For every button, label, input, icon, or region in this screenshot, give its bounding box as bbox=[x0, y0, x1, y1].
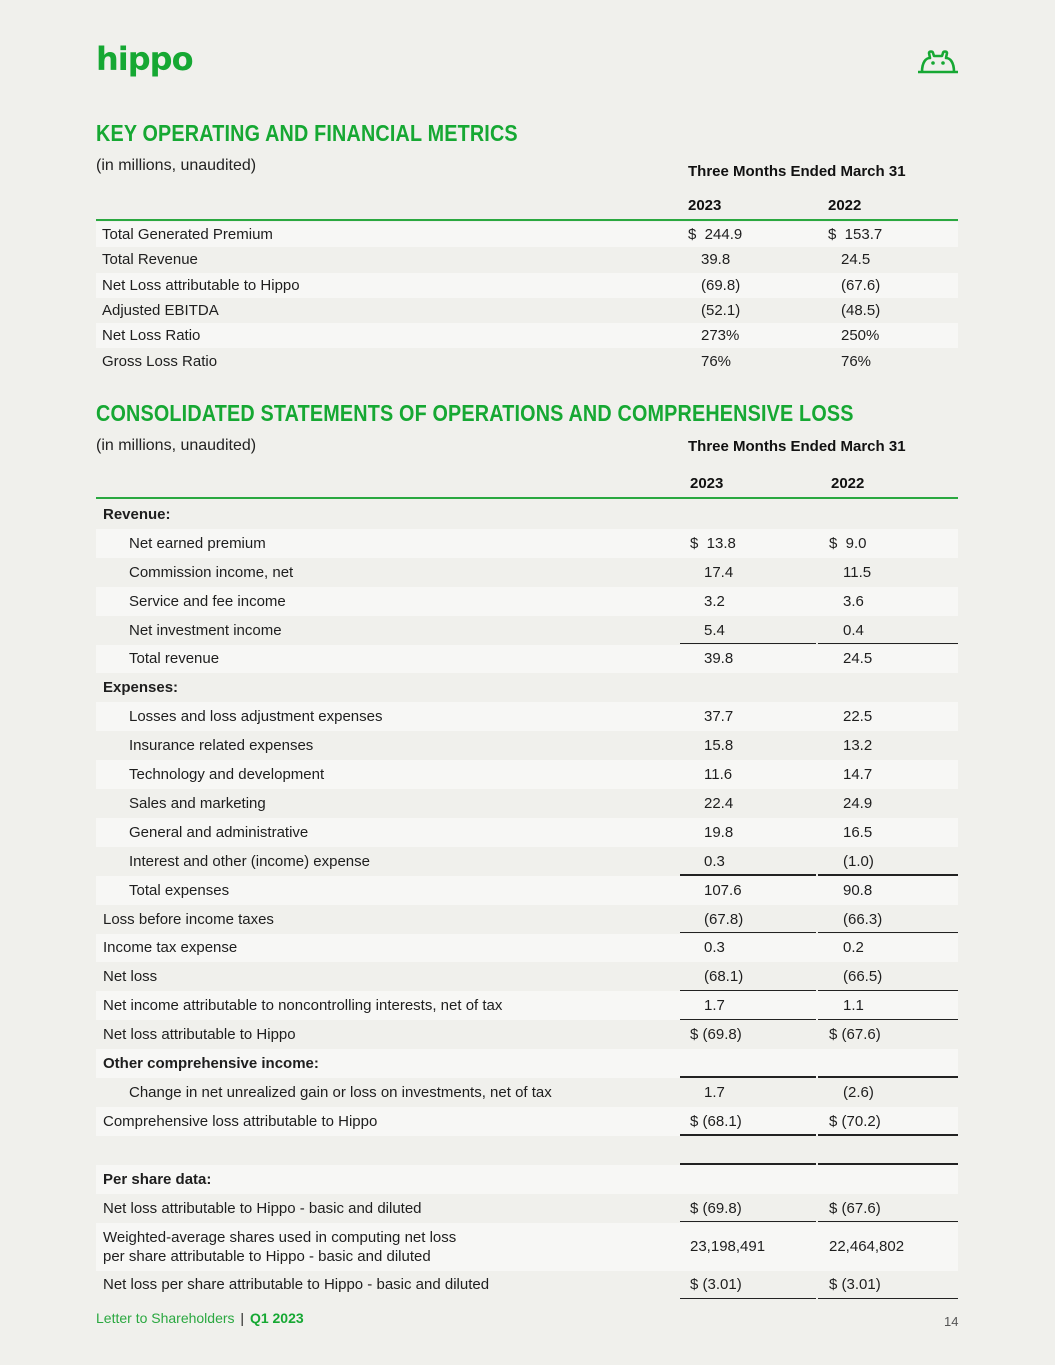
footer-quarter: Q1 2023 bbox=[249, 1310, 304, 1326]
row-label: Technology and development bbox=[129, 766, 325, 784]
table-row bbox=[96, 1020, 958, 1049]
value-2022: $ (67.6) bbox=[829, 1199, 881, 1217]
row-label: Revenue: bbox=[103, 505, 171, 523]
table-row bbox=[96, 247, 958, 272]
operations-header-rule bbox=[96, 497, 958, 499]
value-2023: 273% bbox=[701, 327, 740, 345]
value-2023: 19.8 bbox=[704, 823, 734, 841]
value-2022: 250% bbox=[841, 327, 880, 345]
table-row bbox=[96, 673, 958, 702]
value-2023: (52.1) bbox=[701, 302, 741, 320]
value-2022: 14.7 bbox=[843, 766, 873, 784]
table-row bbox=[96, 558, 958, 587]
value-2023: $ 244.9 bbox=[688, 226, 743, 244]
table-row bbox=[96, 1271, 958, 1300]
table-row bbox=[96, 1223, 958, 1271]
row-label: Net loss attributable to Hippo bbox=[103, 1026, 296, 1044]
metrics-period-header: Three Months Ended March 31 bbox=[688, 163, 906, 180]
value-2022: 13.2 bbox=[843, 737, 873, 755]
value-2022: 24.9 bbox=[843, 794, 873, 812]
row-label: Other comprehensive income: bbox=[103, 1055, 319, 1073]
table-row bbox=[96, 905, 958, 934]
row-label: Net earned premium bbox=[129, 534, 266, 552]
table-row bbox=[96, 645, 958, 674]
row-label: Net Loss attributable to Hippo bbox=[102, 276, 300, 294]
row-label: Net investment income bbox=[129, 621, 282, 639]
value-2023: 22.4 bbox=[704, 794, 734, 812]
row-label: Net loss bbox=[103, 968, 158, 986]
table-row bbox=[96, 349, 958, 374]
table-row bbox=[96, 1078, 958, 1107]
value-2023: 23,198,491 bbox=[690, 1238, 766, 1255]
value-2023: 17.4 bbox=[704, 563, 734, 581]
table-row bbox=[96, 818, 958, 847]
footer-label: Letter to Shareholders bbox=[96, 1310, 235, 1326]
value-2023: 0.3 bbox=[704, 939, 725, 957]
row-label: Gross Loss Ratio bbox=[102, 352, 218, 370]
value-2023: $ (3.01) bbox=[690, 1276, 742, 1294]
row-label: Net loss per share attributable to Hippo - basic and diluted bbox=[103, 1276, 490, 1294]
value-2023: 3.2 bbox=[704, 592, 725, 610]
value-2023: 1.7 bbox=[704, 1083, 725, 1101]
table-row bbox=[96, 1165, 958, 1194]
table-row bbox=[96, 273, 958, 298]
table-row bbox=[96, 1194, 958, 1223]
row-label: Interest and other (income) expense bbox=[129, 852, 370, 870]
row-label-line1: Weighted-average shares used in computing net loss bbox=[103, 1228, 457, 1246]
row-underline-2022 bbox=[818, 1298, 958, 1300]
table-row bbox=[96, 298, 958, 323]
value-2022: $ 9.0 bbox=[829, 534, 867, 552]
value-2023: 15.8 bbox=[704, 737, 734, 755]
row-label: Net income attributable to noncontrolling interests, net of tax bbox=[103, 997, 503, 1015]
row-label: Total revenue bbox=[129, 650, 220, 668]
row-underline-2023 bbox=[680, 1298, 816, 1300]
row-label: Income tax expense bbox=[103, 939, 238, 957]
value-2022: 16.5 bbox=[843, 823, 873, 841]
value-2022: 24.5 bbox=[841, 251, 871, 269]
row-label: Total Revenue bbox=[102, 251, 198, 269]
value-2023: $ (68.1) bbox=[690, 1112, 742, 1130]
row-label: Change in net unrealized gain or loss on investments, net of tax bbox=[129, 1083, 552, 1101]
row-label: Per share data: bbox=[103, 1170, 212, 1188]
row-label: Net Loss Ratio bbox=[102, 327, 201, 345]
value-2022: $ (70.2) bbox=[829, 1112, 881, 1130]
page-number: 14 bbox=[944, 1314, 959, 1329]
value-2023: 39.8 bbox=[701, 251, 731, 269]
table-row bbox=[96, 222, 958, 247]
table-row bbox=[96, 934, 958, 963]
table-row bbox=[96, 847, 958, 876]
value-2023: (67.8) bbox=[704, 910, 744, 928]
metrics-subtitle: (in millions, unaudited) bbox=[96, 157, 257, 174]
value-2023: (68.1) bbox=[704, 968, 744, 986]
value-2022: 3.6 bbox=[843, 592, 864, 610]
operations-subtitle: (in millions, unaudited) bbox=[96, 437, 257, 454]
value-2022: $ (67.6) bbox=[829, 1026, 881, 1044]
value-2023: 37.7 bbox=[704, 708, 734, 726]
table-row bbox=[96, 991, 958, 1020]
row-label: Net loss attributable to Hippo - basic and diluted bbox=[103, 1199, 422, 1217]
operations-period-header: Three Months Ended March 31 bbox=[688, 438, 906, 455]
row-label: Total Generated Premium bbox=[102, 226, 273, 244]
table-row bbox=[96, 1107, 958, 1136]
metrics-col-2023: 2023 bbox=[688, 197, 722, 214]
row-label: Losses and loss adjustment expenses bbox=[129, 708, 383, 726]
row-label: General and administrative bbox=[129, 823, 309, 841]
table-row bbox=[96, 702, 958, 731]
value-2023: 1.7 bbox=[704, 997, 725, 1015]
row-label: Insurance related expenses bbox=[129, 737, 314, 755]
value-2022: (66.5) bbox=[843, 968, 883, 986]
table-row bbox=[96, 587, 958, 616]
operations-col-2022: 2022 bbox=[831, 475, 865, 492]
table-row bbox=[96, 529, 958, 558]
value-2022: 22.5 bbox=[843, 708, 873, 726]
row-label: Comprehensive loss attributable to Hippo bbox=[103, 1112, 378, 1130]
table-row bbox=[96, 789, 958, 818]
value-2022: (48.5) bbox=[841, 302, 881, 320]
hippo-logo: hippo bbox=[96, 40, 193, 78]
value-2022: (66.3) bbox=[843, 910, 883, 928]
row-label: Sales and marketing bbox=[129, 794, 266, 812]
value-2022: (2.6) bbox=[843, 1083, 874, 1101]
operations-title: CONSOLIDATED STATEMENTS OF OPERATIONS AND COMPREHENSIVE LOSS bbox=[96, 400, 854, 426]
footer bbox=[96, 1310, 304, 1326]
value-2022: 0.4 bbox=[843, 621, 864, 639]
table-row bbox=[96, 500, 958, 529]
value-2023: 39.8 bbox=[704, 650, 734, 668]
table-row bbox=[96, 1136, 958, 1165]
table-row bbox=[96, 962, 958, 991]
value-2023: 107.6 bbox=[704, 881, 742, 899]
operations-col-2023: 2023 bbox=[690, 475, 724, 492]
value-2023: 0.3 bbox=[704, 852, 725, 870]
row-label: Total expenses bbox=[129, 881, 230, 899]
table-row bbox=[96, 760, 958, 789]
footer-separator: | bbox=[240, 1310, 245, 1326]
hippo-mascot-icon bbox=[916, 48, 960, 76]
metrics-title: KEY OPERATING AND FINANCIAL METRICS bbox=[96, 120, 518, 146]
value-2023: $ 13.8 bbox=[690, 534, 736, 552]
table-row bbox=[96, 616, 958, 645]
row-label: Expenses: bbox=[103, 679, 179, 697]
row-label: Adjusted EBITDA bbox=[102, 302, 219, 320]
value-2022: 76% bbox=[841, 352, 872, 370]
metrics-col-2022: 2022 bbox=[828, 197, 862, 214]
row-label: Service and fee income bbox=[129, 592, 286, 610]
value-2023: $ (69.8) bbox=[690, 1026, 742, 1044]
table-row bbox=[96, 323, 958, 348]
value-2023: 5.4 bbox=[704, 621, 725, 639]
value-2022: 1.1 bbox=[843, 997, 864, 1015]
value-2023: 11.6 bbox=[704, 766, 733, 784]
value-2023: 76% bbox=[701, 352, 732, 370]
row-label: Commission income, net bbox=[129, 563, 294, 581]
value-2022: 24.5 bbox=[843, 650, 873, 668]
row-label: Loss before income taxes bbox=[103, 910, 274, 928]
value-2022: $ (3.01) bbox=[829, 1276, 881, 1294]
row-label bbox=[103, 1223, 456, 1271]
value-2022: 11.5 bbox=[843, 563, 872, 581]
value-2022: 90.8 bbox=[843, 881, 873, 899]
row-label-line2: per share attributable to Hippo - basic and diluted bbox=[103, 1247, 431, 1265]
table-row bbox=[96, 876, 958, 905]
value-2022: 0.2 bbox=[843, 939, 864, 957]
value-2022: (67.6) bbox=[841, 276, 881, 294]
table-row bbox=[96, 731, 958, 760]
value-2023: $ (69.8) bbox=[690, 1199, 742, 1217]
table-row bbox=[96, 1049, 958, 1078]
metrics-header-rule bbox=[96, 219, 958, 221]
value-2023: (69.8) bbox=[701, 276, 741, 294]
value-2022: (1.0) bbox=[843, 852, 874, 870]
value-2022: $ 153.7 bbox=[828, 226, 883, 244]
value-2022: 22,464,802 bbox=[829, 1238, 905, 1255]
